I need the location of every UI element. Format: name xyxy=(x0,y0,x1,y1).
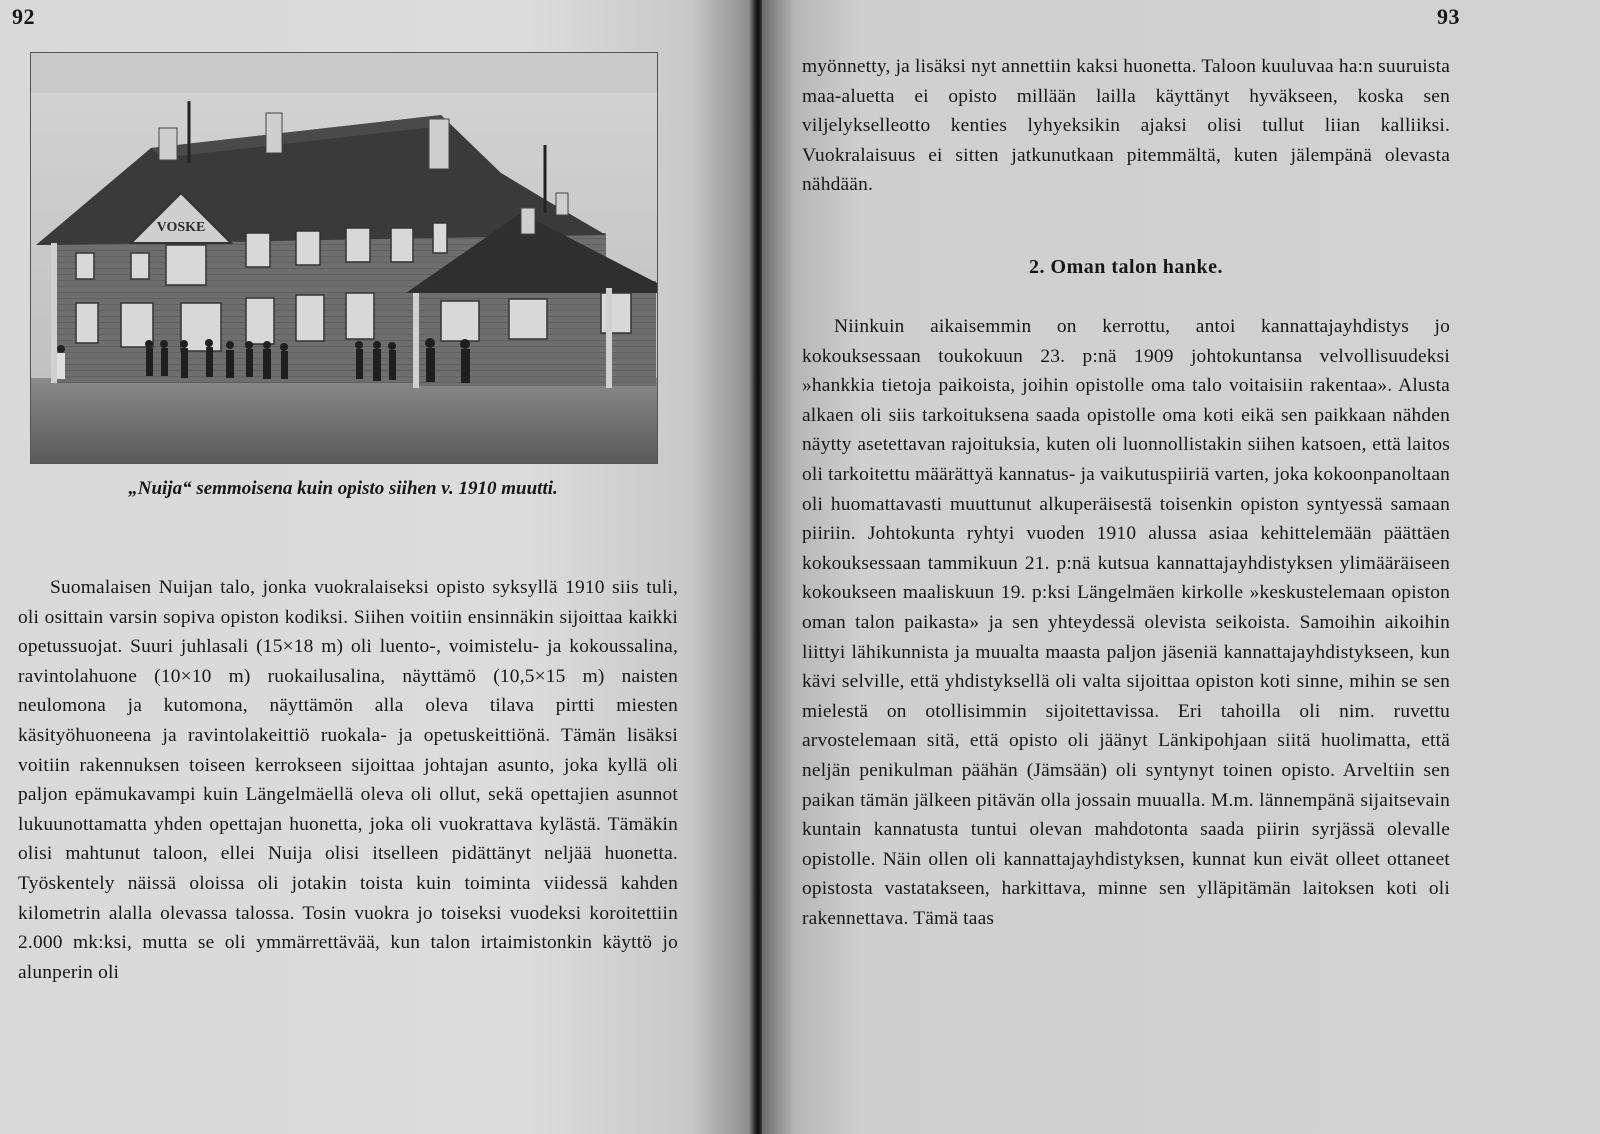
section-heading: 2. Oman talon hanke. xyxy=(1029,256,1223,278)
right-top-paragraph: myönnetty, ja lisäksi nyt annettiin kaksi huonetta. Taloon kuuluvaa ha:n suuruista maa-aluetta ei opisto millään lailla käyttänyt hyväkseen, koska sen viljelykselleotto kenties lyhyeksikin ajaksi olisi tullut liian kalliiksi. Vuokralaisuus ei sitten jatkunutkaan pitemmältä, kuten jälempänä olevasta nähdään. xyxy=(802,56,1450,196)
page-number-right: 93 xyxy=(1437,4,1460,29)
photo-caption: „Nuija“ semmoisena kuin opisto siihen v. 1910 muutti. xyxy=(128,478,558,499)
right-page xyxy=(762,0,1600,1134)
right-main-text xyxy=(802,312,1450,933)
building-photo-drawing xyxy=(31,53,657,463)
building-sign-text: VOSKE xyxy=(156,220,206,235)
page-number-left: 92 xyxy=(12,4,35,29)
right-top-text xyxy=(802,52,1450,200)
right-main-paragraph: Niinkuin aikaisemmin on kerrottu, antoi kannattajayhdistys jo kokouksessaan toukokuun 23. p:nä 1909 johtokuntansa velvollisuudeksi »hankkia tietoja paikoista, joihin opistolle oma talo voitaisiin rakentaa». Alusta alkaen oli siis tarkoituksena saada opistolle oma koti eikä sen paikkaan nähden näytty asetettavan rajoituksia, kuten oli luonnollistakin siihen katsoen, että laitos oli tarkoitettu määrättyä kannatus- ja vaikutuspiiriä varten, joka kokoonpanoltaan oli huomattavasti muuttunut alkuperäisestä toisenkin opiston syntyessä samaan piiriin. Johtokunta ryhtyi vuoden 1910 alussa asiaa kehittelemään päättäen kokouksessaan tammikuun 21. p:nä kutsua kannattajayhdistyksen ylimääräiseen kokoukseen maaliskuun 19. p:ksi Längelmäen kirkolle »keskustelemaan opiston oman talon paikasta» ja sen yhteydessä olevista seikoista. Samoihin aikoihin liittyi lähikunnista ja muualta maasta paljon jäseniä kannattajayhdistykseen, kun kävi selville, että yhdistyksellä oli valta sijoittaa opiston koti sinne, mihin se sen mielestä on otollisimmin sijoitettavissa. Eri tahoilla oli nim. ruvettu arvostelemaan sitä, että opisto oli jäänyt Länkipohjaan siitä huolimatta, että neljän penikulman päähän (Jämsään) oli syntynyt toinen opisto. Arveltiin sen paikan tämän jälkeen pitävän olla jossain muualla. M.m. lännempänä sijaitsevain kuntain kannatusta tuntui olevan mahdotonta saada piirin syrjässä olevalle opistolle. Näin ollen oli kannattajayhdistyksen, kunnat kun eivät olleet ottaneet opistosta vastatakseen, harkittava, minne sen ylläpitämän laitoksen koti oli rakennettava. Tämä taas xyxy=(802,316,1451,929)
left-page xyxy=(0,0,752,1134)
left-paragraph: Suomalaisen Nuijan talo, jonka vuokralaiseksi opisto syksyllä 1910 siis tuli, oli osittain varsin sopiva opiston kodiksi. Siihen voitiin ensinnäkin sijoittaa kaikki opetussuojat. Suuri juhlasali (15×18 m) oli luento-, voimistelu- ja kokoussalina, ravintolahuone (10×10 m) ruokailusalina, näyttämö (10,5×15 m) naisten neulomona ja kutomona, näyttämön alla oleva tilava pirtti miesten käsityöhuoneena ja ravintolakeittiö ruokala- ja opetuskeittiönä. Tämän lisäksi voitiin rakennuksen toiseen kerrokseen sijoittaa johtajan asunto, joka kyllä oli paljon epämukavampi kuin Längelmäellä oleva oli ollut, sekä opettajien asunnot lukuunottamatta yhden opettajan huonetta, joka oli vuokrattava kylästä. Tämäkin olisi mahtunut taloon, ellei Nuija olisi itselleen pidättänyt neljää huonetta. Työskentely näissä oloissa oli jotakin toista kuin toiminta viidessä kahden kilometrin alalla olevassa talossa. Tosin vuokra jo toiseksi vuodeksi koroitettiin 2.000 mk:ksi, mutta se oli ymmärrettävää, kun talon irtaimistonkin käyttö jo alunperin oli xyxy=(18,577,678,983)
building-photo xyxy=(30,52,658,464)
left-body-text xyxy=(18,573,678,987)
